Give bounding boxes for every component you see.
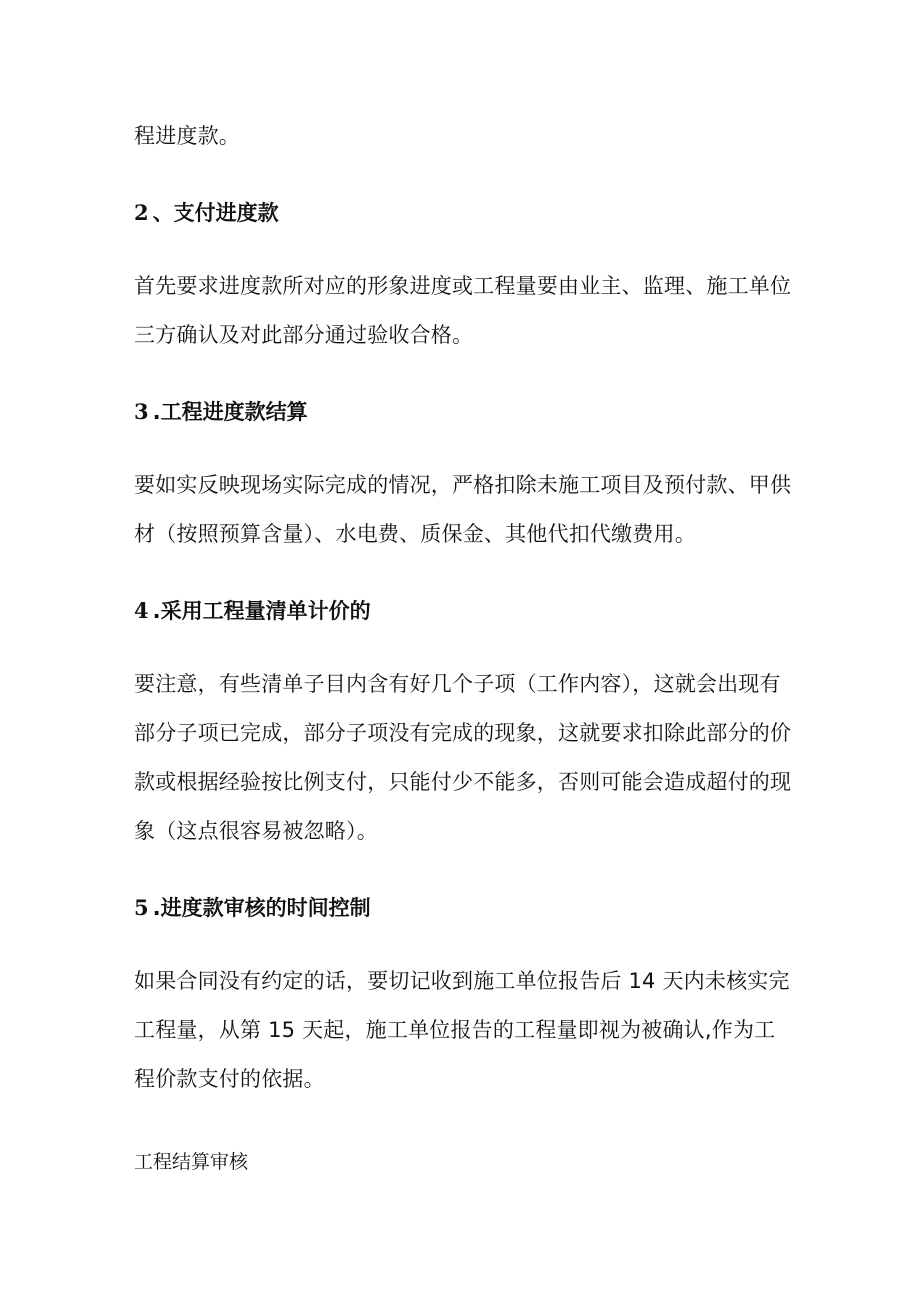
section-number: 3 [134, 399, 149, 424]
section-title: .采用工程量清单计价的 [152, 599, 371, 623]
section-title: 、支付进度款 [152, 201, 279, 225]
section-2-heading [134, 198, 794, 228]
section-5-body: 如果合同没有约定的话，要切记收到施工单位报告后 14 天内未核实完工程量，从第 15 天起，施工单位报告的工程量即视为被确认,作为工程价款支付的依据。 [134, 969, 790, 1091]
continuation-text: 程进度款。 [134, 124, 240, 148]
section-title: .工程进度款结算 [152, 400, 308, 424]
section-3-heading [134, 397, 794, 427]
section-title: .进度款审核的时间控制 [152, 896, 371, 920]
section-4-heading [134, 596, 794, 626]
section-4-body: 要注意，有些清单子目内含有好几个子项（工作内容），这就会出现有部分子项已完成，部分子项没有完成的现象，这就要求扣除此部分的价款或根据经验按比例支付，只能付少不能多，否则可能会造成超付的现象（这点很容易被忽略）。 [134, 672, 792, 843]
section-number: 4 [134, 598, 149, 623]
section-number: 5 [134, 895, 149, 920]
section-2-body: 首先要求进度款所对应的形象进度或工程量要由业主、监理、施工单位三方确认及对此部分通过验收合格。 [134, 274, 792, 347]
section-5-heading [134, 893, 794, 923]
footer-heading: 工程结算审核 [134, 1151, 249, 1173]
section-number: 2 [134, 200, 149, 225]
section-3-body: 要如实反映现场实际完成的情况，严格扣除未施工项目及预付款、甲供材（按照预算含量）、水电费、质保金、其他代扣代缴费用。 [134, 473, 792, 546]
